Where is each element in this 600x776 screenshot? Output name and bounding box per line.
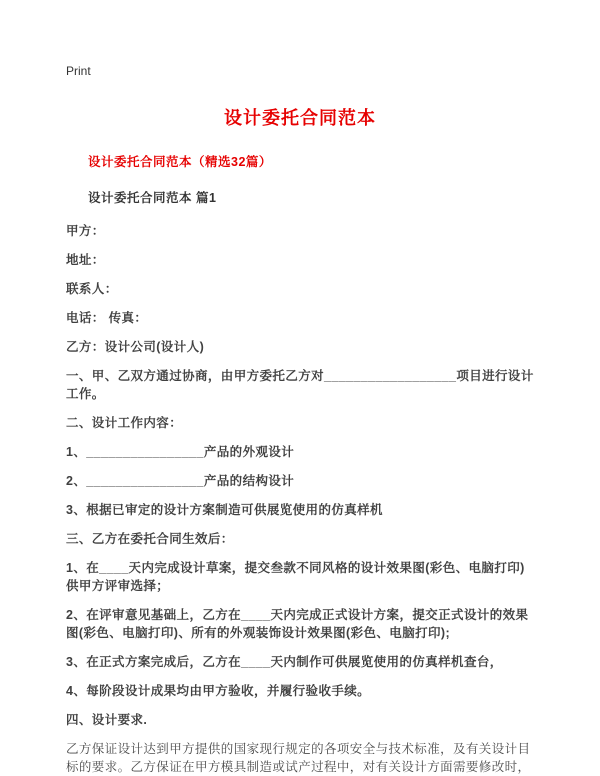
- paragraph: 3、在正式方案完成后，乙方在____天内制作可供展览使用的仿真样机查台，: [66, 655, 503, 669]
- paragraph: 乙方保证设计达到甲方提供的国家现行规定的各项安全与技术标准，及有关设计目标的要求。乙方保证在甲方模具制造或试产过程中，对有关设计方面需要修改时，: [66, 742, 531, 774]
- paragraph: 乙方：设计公司(设计人): [66, 340, 205, 354]
- paragraph: 3、根据已审定的设计方案制造可供展览使用的仿真样机: [66, 503, 383, 517]
- paragraph: 三、乙方在委托合同生效后：: [66, 532, 234, 546]
- paragraph: 四、设计要求.: [66, 713, 148, 727]
- paragraph: 2、________________产品的结构设计: [66, 474, 295, 488]
- paragraph: 一、甲、乙双方通过协商，由甲方委托乙方对__________________项目进行设计工作。: [66, 369, 534, 401]
- paragraph: 地址：: [66, 253, 105, 267]
- paragraph: 二、设计工作内容：: [66, 416, 183, 430]
- paragraph: 甲方：: [66, 224, 105, 238]
- paragraph: 2、在评审意见基础上，乙方在____天内完成正式设计方案，提交正式设计的效果图(彩色、电脑打印)、所有的外观装饰设计效果图(彩色、电脑打印);: [66, 608, 529, 640]
- page-title: 设计委托合同范本: [224, 108, 376, 128]
- paragraph: 1、在____天内完成设计草案，提交叁款不同风格的设计效果图(彩色、电脑打印)供甲方评审选择；: [66, 561, 525, 593]
- page-subtitle: 设计委托合同范本（精选32篇）: [88, 155, 272, 169]
- section-heading: 设计委托合同范本 篇1: [88, 191, 217, 205]
- paragraph: 联系人：: [66, 282, 118, 296]
- paragraph-list: [66, 222, 534, 776]
- paragraph: 1、________________产品的外观设计: [66, 445, 295, 459]
- paragraph: 4、每阶段设计成果均由甲方验收，并履行验收手续。: [66, 684, 371, 698]
- print-link[interactable]: Print: [66, 64, 91, 78]
- paragraph: 电话： 传真：: [66, 311, 148, 325]
